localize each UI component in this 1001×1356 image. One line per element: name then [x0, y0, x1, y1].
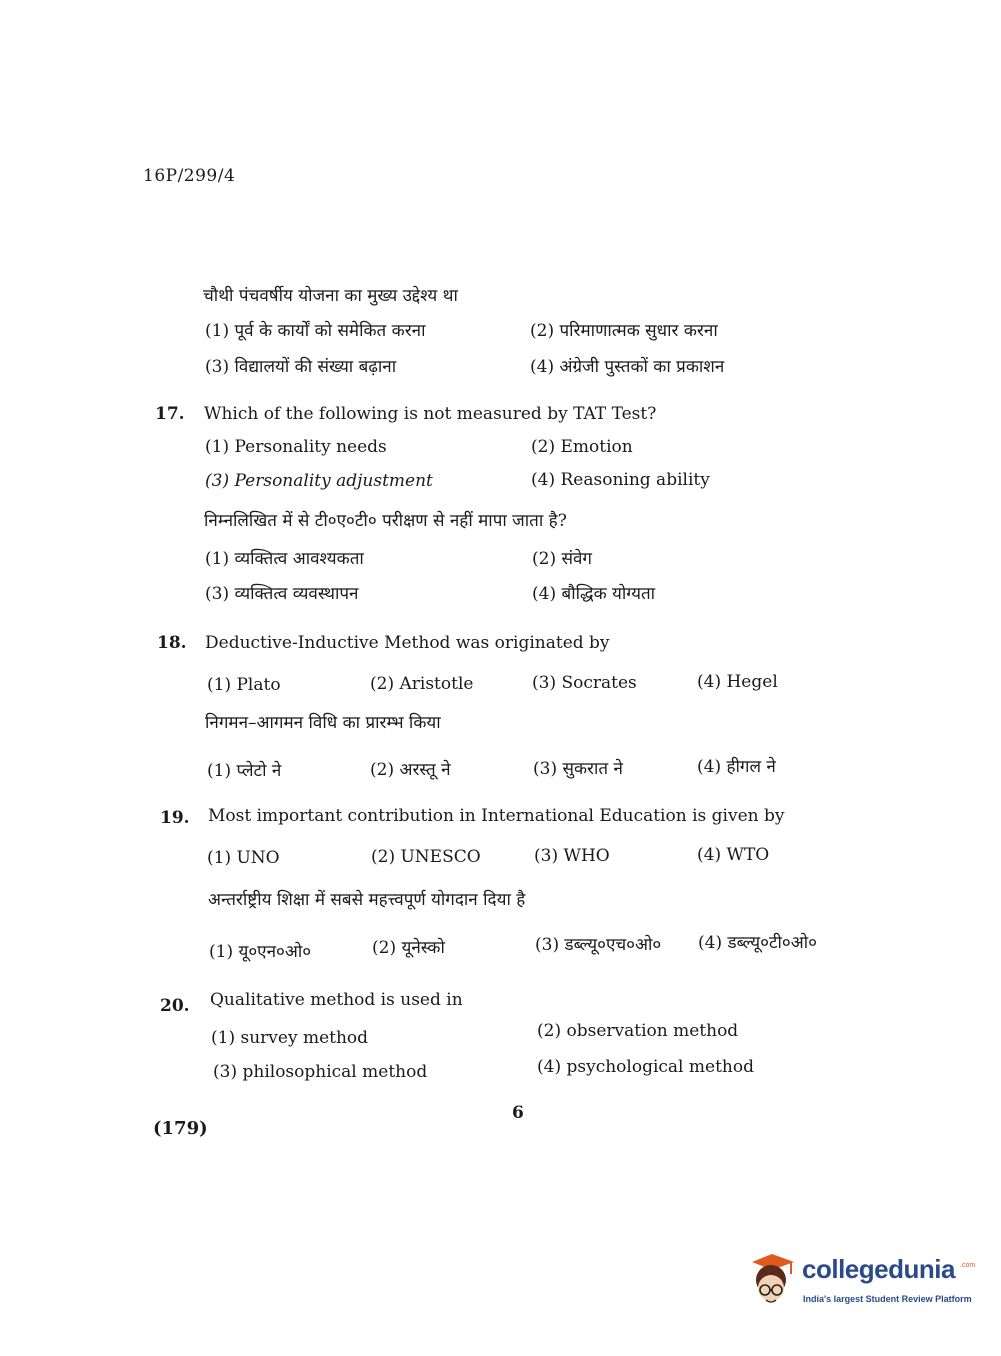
footer-code: (179)	[153, 1118, 208, 1139]
q19-number: 19.	[160, 808, 190, 828]
q18-hindi-stem: निगमन–आगमन विधि का प्रारम्भ किया	[205, 713, 441, 733]
q19-hindi-stem: अन्तर्राष्ट्रीय शिक्षा में सबसे महत्त्वपूर्ण योगदान दिया है	[208, 890, 526, 910]
q17-hindi-option-4: (4) बौद्धिक योग्यता	[532, 584, 656, 604]
collegedunia-watermark	[742, 1250, 976, 1312]
q18-option-3: (3) Socrates	[532, 673, 637, 693]
q16-hindi-option-1: (1) पूर्व के कार्यों को समेकित करना	[205, 321, 426, 341]
q20-number: 20.	[160, 996, 190, 1016]
q17-option-2: (2) Emotion	[531, 437, 633, 457]
q16-hindi-option-4: (4) अंग्रेजी पुस्तकों का प्रकाशन	[530, 357, 725, 377]
q19-hindi-option-1: (1) यू०एन०ओ०	[209, 942, 312, 962]
brand-tagline: India's largest Student Review Platform	[803, 1294, 972, 1304]
q18-hindi-option-3: (3) सुकरात ने	[533, 759, 623, 779]
brand-name: collegedunia	[802, 1254, 955, 1284]
q19-hindi-option-2: (2) यूनेस्को	[372, 938, 445, 958]
q17-option-3: (3) Personality adjustment	[205, 471, 433, 491]
q20-stem: Qualitative method is used in	[210, 990, 463, 1010]
q17-hindi-option-2: (2) संवेग	[532, 549, 592, 569]
q18-hindi-option-2: (2) अरस्तू ने	[370, 760, 451, 780]
q19-option-1: (1) UNO	[207, 848, 280, 868]
q17-hindi-option-3: (3) व्यक्तित्व व्यवस्थापन	[205, 584, 359, 604]
q17-option-1: (1) Personality needs	[205, 437, 387, 457]
q19-option-3: (3) WHO	[534, 846, 610, 866]
q20-option-4: (4) psychological method	[537, 1057, 754, 1077]
q17-hindi-stem: निम्नलिखित में से टी०ए०टी० परीक्षण से नहीं मापा जाता है?	[204, 511, 567, 531]
q18-option-4: (4) Hegel	[697, 672, 778, 692]
page-number: 6	[512, 1103, 524, 1123]
mascot-logo-icon	[742, 1250, 800, 1310]
q17-number: 17.	[155, 404, 185, 424]
q20-option-2: (2) observation method	[537, 1021, 739, 1041]
q17-option-4: (4) Reasoning ability	[531, 470, 710, 490]
q16-hindi-option-2: (2) परिमाणात्मक सुधार करना	[530, 321, 718, 341]
q17-stem: Which of the following is not measured by TAT Test?	[204, 404, 657, 424]
paper-code: 16P/299/4	[143, 166, 236, 186]
q19-hindi-option-4: (4) डब्ल्यू०टी०ओ०	[698, 933, 817, 953]
q18-number: 18.	[157, 633, 187, 653]
q16-hindi-option-3: (3) विद्यालयों की संख्या बढ़ाना	[205, 357, 397, 377]
q18-hindi-option-4: (4) हीगल ने	[697, 757, 776, 777]
q20-option-3: (3) philosophical method	[213, 1062, 428, 1082]
q18-option-1: (1) Plato	[207, 675, 281, 695]
q19-stem: Most important contribution in International Education is given by	[208, 806, 785, 826]
q17-hindi-option-1: (1) व्यक्तित्व आवश्यकता	[205, 549, 364, 569]
q18-hindi-option-1: (1) प्लेटो ने	[207, 761, 282, 781]
q19-option-4: (4) WTO	[697, 845, 770, 865]
brand-domain-suffix: .com	[960, 1262, 976, 1269]
q19-option-2: (2) UNESCO	[371, 847, 481, 867]
q18-stem: Deductive-Inductive Method was originated by	[205, 633, 610, 653]
q18-option-2: (2) Aristotle	[370, 674, 474, 694]
q16-hindi-stem: चौथी पंचवर्षीय योजना का मुख्य उद्देश्य था	[203, 286, 458, 306]
q20-option-1: (1) survey method	[211, 1028, 369, 1048]
q19-hindi-option-3: (3) डब्ल्यू०एच०ओ०	[535, 935, 662, 955]
